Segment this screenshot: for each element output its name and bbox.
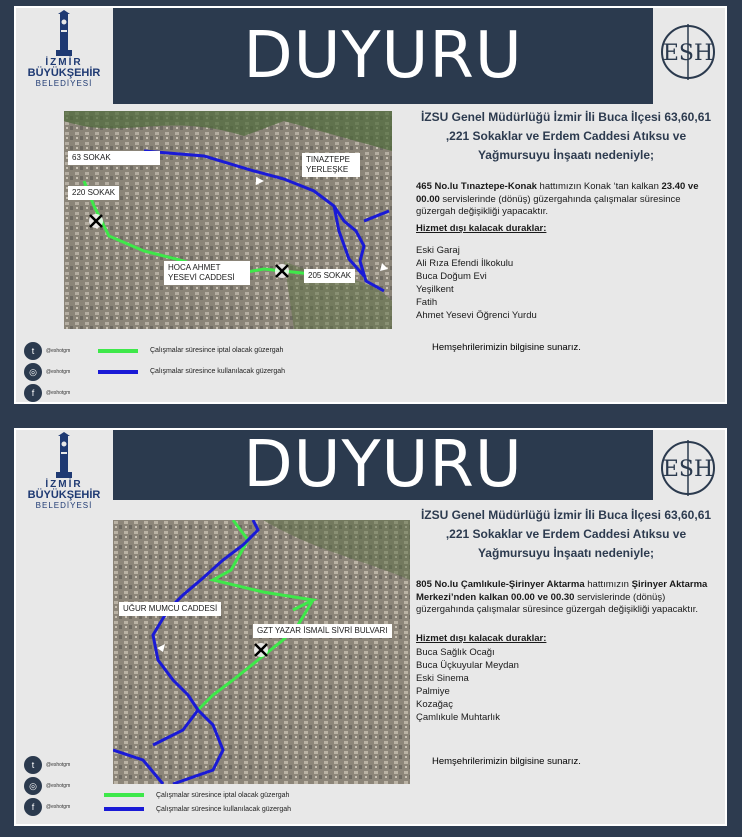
logo-izmir-text: İZMİR (45, 479, 83, 490)
legend-cancelled: Çalışmalar süresince iptal olacak güzergah (156, 791, 290, 799)
close-icon-1 (89, 214, 103, 228)
logo-belediyesi-text: BELEDİYESİ (35, 501, 93, 510)
line-name: 465 No.lu Tınaztepe-Konak (416, 181, 537, 192)
legend-blue-swatch (104, 807, 144, 811)
izmir-municipality-logo (20, 432, 108, 514)
legend-blue-swatch (98, 370, 138, 374)
clock-tower-icon (49, 10, 79, 58)
notice-paragraph (416, 181, 716, 219)
stop-item: Çamlıkule Muhtarlık (416, 711, 500, 723)
map-label-205-sokak: 205 SOKAK (304, 269, 355, 283)
logo-buyuksehir-text: BÜYÜKŞEHİR (27, 489, 101, 501)
close-icon (254, 643, 268, 657)
izmir-municipality-logo (20, 10, 108, 92)
stops-title: Hizmet dışı kalacak duraklar: (416, 632, 547, 644)
para-text-1: hattımızın Konak ‘tan kalkan (536, 181, 662, 192)
clock-tower-icon (49, 432, 79, 480)
close-icon-2 (275, 264, 289, 278)
twitter-handle: @eshotgm (46, 347, 71, 354)
stop-item: Eski Sinema (416, 672, 469, 684)
stop-item: Buca Üçkuyular Meydan (416, 659, 519, 671)
map-legend (104, 788, 291, 816)
legend-green-swatch (104, 793, 144, 797)
social-links (24, 754, 70, 817)
svg-text:ESH: ESH (662, 41, 714, 66)
stop-item: Buca Sağlık Ocağı (416, 646, 495, 658)
service-times: 23.40 ve 00.00 (416, 181, 699, 205)
logo-belediyesi-text: BELEDİYESİ (35, 79, 93, 88)
map-label-220-sokak: 220 SOKAK (68, 186, 119, 200)
line-name: 805 No.lu Çamlıkule-Şirinyer Aktarma (416, 579, 585, 590)
notice-card-1 (14, 6, 727, 404)
stop-item: Ahmet Yesevi Öğrenci Yurdu (416, 309, 537, 321)
notice-header (113, 430, 653, 500)
twitter-handle: @eshotgm (46, 761, 71, 768)
notice-title: DUYURU (243, 19, 523, 93)
social-links (24, 340, 70, 403)
para-text-1: hattımızın (584, 579, 632, 590)
facebook-icon[interactable]: f (24, 798, 42, 816)
instagram-icon[interactable]: ◎ (24, 363, 42, 381)
twitter-icon[interactable]: t (24, 342, 42, 360)
notice-card-2 (14, 428, 727, 826)
notice-text (416, 506, 716, 724)
legend-used: Çalışmalar süresince kullanılacak güzergah (156, 805, 292, 813)
eshot-logo (656, 432, 720, 504)
map-label-gzt-yazar: GZT YAZAR İSMAİL SİVRİ BULVARI (253, 624, 392, 638)
facebook-handle: @eshotgm (46, 389, 71, 396)
map-label-tinaztepe: TINAZTEPE YERLEŞKE (302, 153, 360, 177)
logo-izmir-text: İZMİR (45, 57, 83, 68)
stop-item: Yeşilkent (416, 283, 454, 295)
instagram-icon[interactable]: ◎ (24, 777, 42, 795)
para-text-2: servislerinde (dönüş) güzergahında çalışmalar süresince güzergah değişikliği yapacaktır. (416, 193, 681, 217)
closing-text: Hemşehrilerimizin bilgisine sunarız. (432, 342, 581, 353)
legend-cancelled: Çalışmalar süresince iptal olacak güzergah (150, 347, 284, 354)
stop-item: Eski Garaj (416, 244, 460, 256)
service-times: Şirinyer Aktarma Merkezi’nden kalkan 00.00 ve 00.30 (416, 579, 708, 603)
logo-buyuksehir-text: BÜYÜKŞEHİR (27, 67, 101, 79)
legend-green-swatch (98, 349, 138, 353)
route-map (113, 520, 410, 784)
stops-list (416, 646, 716, 724)
stop-item: Buca Doğum Evi (416, 270, 487, 282)
notice-heading: İZSU Genel Müdürlüğü İzmir İli Buca İlçesi 63,60,61 ,221 Sokaklar ve Erdem Caddesi Atıksu ve Yağmursuyu İnşaatı nedeniyle; (420, 110, 712, 162)
eshot-logo (656, 16, 720, 88)
instagram-handle: @eshotgm (46, 782, 71, 789)
facebook-handle: @eshotgm (46, 803, 71, 810)
map-label-63-sokak: 63 SOKAK (68, 151, 160, 165)
map-label-hoca-ahmet-yesevi: HOCA AHMET YESEVİ CADDESİ (164, 261, 250, 285)
stop-item: Fatih (416, 296, 438, 308)
stop-item: Palmiye (416, 685, 450, 697)
facebook-icon[interactable]: f (24, 384, 42, 402)
notice-title: DUYURU (243, 428, 523, 502)
twitter-icon[interactable]: t (24, 756, 42, 774)
notice-header (113, 8, 653, 104)
stop-item: Ali Rıza Efendi İlkokulu (416, 257, 514, 269)
stops-list (416, 244, 716, 322)
legend-used: Çalışmalar süresince kullanılacak güzergah (150, 368, 286, 375)
notice-heading: İZSU Genel Müdürlüğü İzmir İli Buca İlçesi 63,60,61 ,221 Sokaklar ve Erdem Caddesi Atıksu ve Yağmursuyu İnşaatı nedeniyle; (420, 508, 712, 560)
closing-text: Hemşehrilerimizin bilgisine sunarız. (432, 756, 581, 767)
notice-text (416, 108, 716, 322)
map-legend (98, 340, 285, 382)
para-text-2: servislerinde (dönüş) güzergahında çalışmalar süresince güzergah değişikliği yapacaktır. (416, 591, 698, 615)
route-map (64, 111, 392, 329)
notice-paragraph (416, 579, 716, 617)
map-label-ugur-mumcu: UĞUR MUMCU CADDESİ (119, 602, 221, 616)
stop-item: Kozağaç (416, 698, 453, 710)
stops-title: Hizmet dışı kalacak duraklar: (416, 222, 547, 234)
svg-text:ESH: ESH (662, 457, 714, 482)
instagram-handle: @eshotgm (46, 368, 71, 375)
